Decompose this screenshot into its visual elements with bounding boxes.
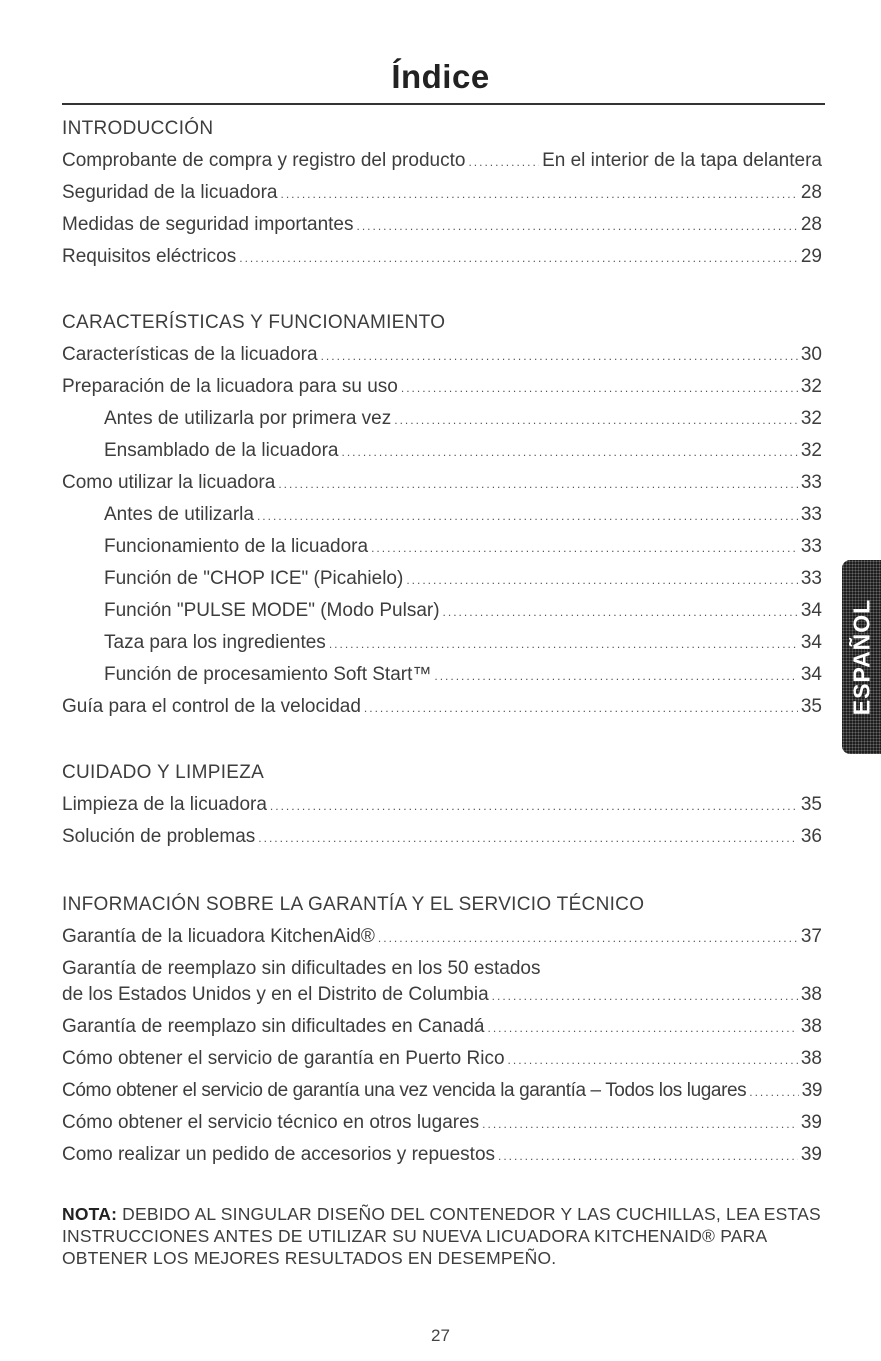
toc-entry (62, 181, 822, 206)
toc-entry-label: Garantía de reemplazo sin dificultades en Canadá (62, 1016, 485, 1037)
section-heading-cuidado: CUIDADO Y LIMPIEZA (62, 762, 265, 783)
toc-entry-page: 32 (800, 408, 822, 429)
toc-entry (62, 1015, 822, 1040)
toc-entry (62, 925, 822, 950)
page-number: 27 (431, 1326, 450, 1345)
toc-entry (104, 631, 822, 656)
toc-entry-page: 30 (800, 344, 822, 365)
toc-entry (62, 343, 822, 368)
toc-entry-label: Seguridad de la licuadora (62, 182, 278, 203)
toc-entry (62, 1111, 822, 1136)
toc-entry (104, 599, 822, 624)
toc-entry-label: Antes de utilizarla (104, 504, 254, 525)
toc-entry-label: Garantía de la licuadora KitchenAid® (62, 926, 375, 947)
toc-entry (62, 149, 822, 174)
toc-entry-page: 35 (800, 794, 822, 815)
toc-entry-page: 38 (800, 1016, 822, 1037)
toc-entry (62, 695, 822, 720)
toc-entry-page: 32 (800, 440, 822, 461)
toc-entry-label: Requisitos eléctricos (62, 246, 237, 267)
toc-entry-page: 29 (800, 246, 822, 267)
toc-entry (62, 1079, 822, 1104)
section-heading-garantia: INFORMACIÓN SOBRE LA GARANTÍA Y EL SERVICIO TÉCNICO (62, 894, 645, 915)
toc-entry (104, 567, 822, 592)
toc-entry-page: 33 (800, 504, 822, 525)
toc-entry-label: Cómo obtener el servicio de garantía una vez vencida la garantía – Todos los lugares (62, 1080, 747, 1101)
note-paragraph (62, 1203, 832, 1269)
toc-entry-page: 33 (800, 472, 822, 493)
toc-entry (104, 407, 822, 432)
page-title: Índice (391, 58, 490, 95)
toc-entry-label: Características de la licuadora (62, 344, 318, 365)
toc-entry-page: En el interior de la tapa delantera (542, 150, 822, 171)
toc-entry-page: 33 (800, 568, 822, 589)
note-prefix: NOTA: (62, 1204, 118, 1224)
toc-entry-label: de los Estados Unidos y en el Distrito de Columbia (62, 984, 489, 1005)
toc-entry-page: 39 (801, 1080, 822, 1101)
toc-entry (62, 1047, 822, 1072)
toc-entry-label: Función "PULSE MODE" (Modo Pulsar) (104, 600, 440, 621)
toc-entry-page: 37 (800, 926, 822, 947)
toc-entry-label: Guía para el control de la velocidad (62, 696, 361, 717)
language-side-tab (842, 560, 881, 754)
toc-entry-label: Cómo obtener el servicio técnico en otros lugares (62, 1112, 480, 1133)
toc-entry-label: Cómo obtener el servicio de garantía en Puerto Rico (62, 1048, 505, 1069)
toc-entry (62, 793, 822, 818)
toc-entry (104, 535, 822, 560)
toc-entry-page: 35 (800, 696, 822, 717)
toc-entry-label: Función de "CHOP ICE" (Picahielo) (104, 568, 404, 589)
toc-entry-page: 38 (800, 1048, 822, 1069)
toc-entry-label: Como utilizar la licuadora (62, 472, 276, 493)
toc-entry (62, 245, 822, 270)
toc-entry-page: 34 (800, 664, 822, 685)
toc-entry-label: Como realizar un pedido de accesorios y repuestos (62, 1144, 496, 1165)
toc-entry-label-first-line: Garantía de reemplazo sin dificultades en los 50 estados (62, 958, 541, 979)
toc-entry-page: 36 (800, 826, 822, 847)
toc-entry-label: Medidas de seguridad importantes (62, 214, 354, 235)
toc-entry-label: Comprobante de compra y registro del producto (62, 150, 466, 171)
note-text: DEBIDO AL SINGULAR DISEÑO DEL CONTENEDOR Y LAS CUCHILLAS, LEA ESTAS INSTRUCCIONES ANTES DE UTILIZAR SU NUEVA LICUADORA KITCHENAID® PARA OBTENER LOS MEJORES RESULTADOS EN DESEMPEÑO. (62, 1204, 821, 1268)
language-tab-label: ESPAÑOL (848, 598, 874, 716)
toc-entry (62, 825, 822, 850)
toc-entry-page: 34 (800, 600, 822, 621)
toc-entry (104, 503, 822, 528)
toc-entry-page: 33 (800, 536, 822, 557)
toc-entry (104, 663, 822, 688)
toc-entry (62, 375, 822, 400)
toc-entry-page: 34 (800, 632, 822, 653)
toc-entry (104, 439, 822, 464)
toc-entry-page: 32 (800, 376, 822, 397)
toc-entry-label: Antes de utilizarla por primera vez (104, 408, 392, 429)
toc-entry-label: Limpieza de la licuadora (62, 794, 267, 815)
toc-entry (62, 1143, 822, 1168)
toc-entry-label: Funcionamiento de la licuadora (104, 536, 369, 557)
toc-entry (62, 471, 822, 496)
toc-entry-label: Taza para los ingredientes (104, 632, 326, 653)
toc-entry-label: Solución de problemas (62, 826, 256, 847)
section-heading-introduccion: INTRODUCCIÓN (62, 118, 214, 139)
title-rule (62, 103, 825, 105)
toc-entry-label: Ensamblado de la licuadora (104, 440, 339, 461)
toc-entry-page: 38 (800, 984, 822, 1005)
toc-entry (62, 213, 822, 238)
toc-entry (62, 983, 822, 1008)
toc-entry-label: Preparación de la licuadora para su uso (62, 376, 398, 397)
toc-entry-page: 28 (800, 182, 822, 203)
toc-entry-label: Función de procesamiento Soft Start™ (104, 664, 432, 685)
toc-entry-page: 39 (800, 1144, 822, 1165)
toc-entry-page: 28 (800, 214, 822, 235)
toc-entry-page: 39 (800, 1112, 822, 1133)
section-heading-caracteristicas: CARACTERÍSTICAS Y FUNCIONAMIENTO (62, 312, 446, 333)
